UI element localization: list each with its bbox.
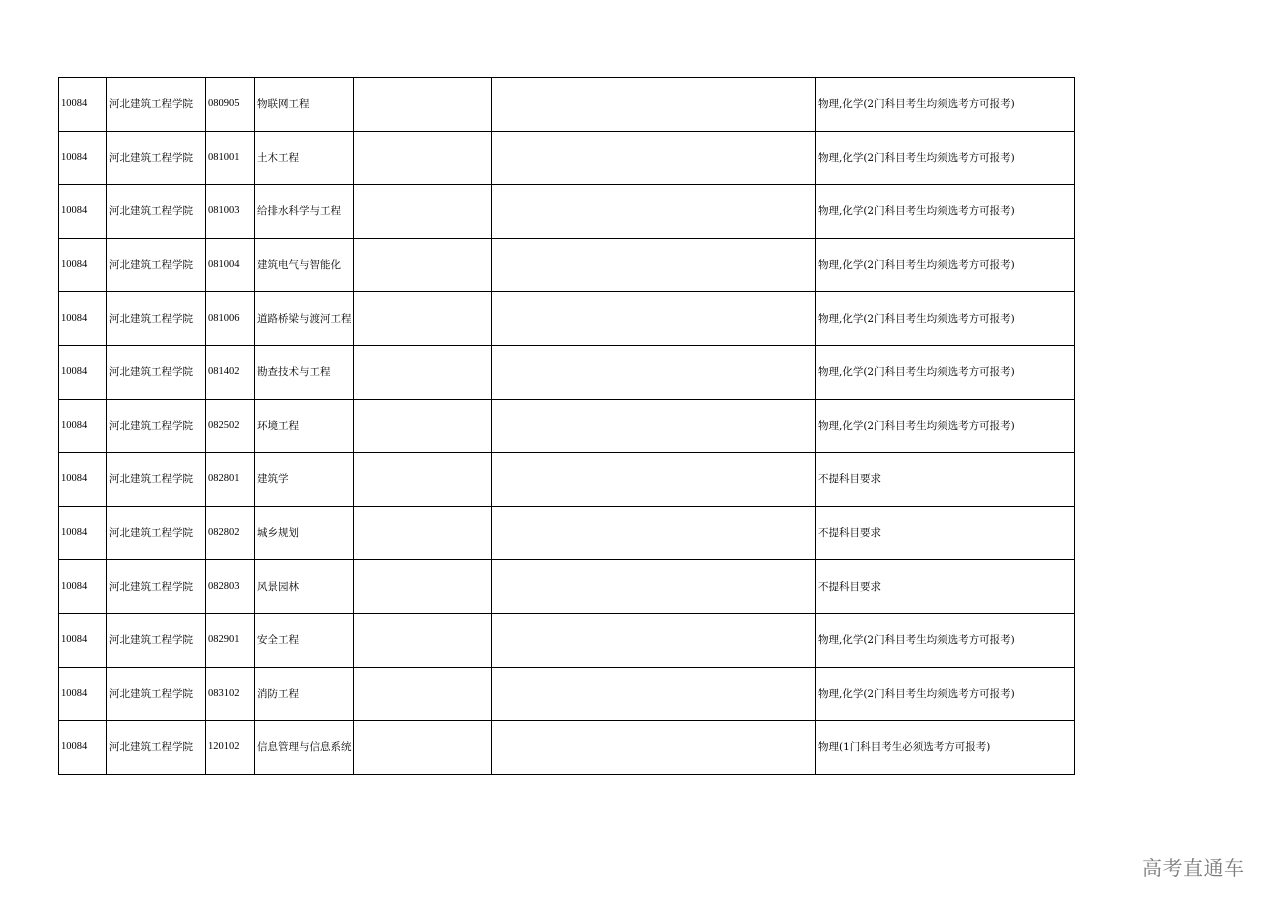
subject-requirement-cell: 物理,化学(2门科目考生均须选考方可报考) [816,667,1075,721]
major-name-cell: 勘查技术与工程 [255,345,354,399]
subject-requirement-cell: 物理,化学(2门科目考生均须选考方可报考) [816,613,1075,667]
major-name-cell: 给排水科学与工程 [255,185,354,239]
school-code-cell: 10084 [59,238,107,292]
major-code-cell: 080905 [206,78,255,132]
subject-requirement-cell: 物理,化学(2门科目考生均须选考方可报考) [816,185,1075,239]
table-row [59,78,1075,132]
empty-cell [492,721,816,775]
major-name-cell: 环境工程 [255,399,354,453]
major-name-cell: 建筑电气与智能化 [255,238,354,292]
empty-cell [354,238,492,292]
subject-requirement-cell: 物理,化学(2门科目考生均须选考方可报考) [816,238,1075,292]
school-name-cell: 河北建筑工程学院 [107,238,206,292]
empty-cell [492,613,816,667]
subject-requirements-table [58,77,1075,775]
subject-requirement-cell: 物理(1门科目考生必须选考方可报考) [816,721,1075,775]
watermark-logo-text: 高考直通车 [1142,856,1245,880]
major-code-cell: 082802 [206,506,255,560]
table-body [59,78,1075,775]
table-row [59,560,1075,614]
school-name-cell: 河北建筑工程学院 [107,560,206,614]
school-code-cell: 10084 [59,399,107,453]
school-code-cell: 10084 [59,613,107,667]
empty-cell [354,185,492,239]
subject-requirement-cell: 物理,化学(2门科目考生均须选考方可报考) [816,131,1075,185]
empty-cell [492,399,816,453]
table-row [59,613,1075,667]
empty-cell [492,78,816,132]
school-code-cell: 10084 [59,560,107,614]
school-code-cell: 10084 [59,131,107,185]
major-code-cell: 082502 [206,399,255,453]
major-code-cell: 081003 [206,185,255,239]
subject-requirement-cell: 物理,化学(2门科目考生均须选考方可报考) [816,399,1075,453]
major-name-cell: 物联网工程 [255,78,354,132]
school-name-cell: 河北建筑工程学院 [107,506,206,560]
table-row [59,399,1075,453]
school-name-cell: 河北建筑工程学院 [107,131,206,185]
school-name-cell: 河北建筑工程学院 [107,78,206,132]
empty-cell [354,399,492,453]
major-code-cell: 082803 [206,560,255,614]
table-row [59,453,1075,507]
school-code-cell: 10084 [59,78,107,132]
school-code-cell: 10084 [59,185,107,239]
empty-cell [354,131,492,185]
school-name-cell: 河北建筑工程学院 [107,399,206,453]
table-row [59,667,1075,721]
major-code-cell: 082801 [206,453,255,507]
empty-cell [354,292,492,346]
empty-cell [354,453,492,507]
school-name-cell: 河北建筑工程学院 [107,721,206,775]
school-name-cell: 河北建筑工程学院 [107,613,206,667]
empty-cell [354,613,492,667]
major-name-cell: 道路桥梁与渡河工程 [255,292,354,346]
table-row [59,238,1075,292]
table-row [59,506,1075,560]
school-code-cell: 10084 [59,345,107,399]
subject-requirement-cell: 物理,化学(2门科目考生均须选考方可报考) [816,292,1075,346]
table-row [59,131,1075,185]
school-code-cell: 10084 [59,721,107,775]
empty-cell [492,560,816,614]
school-code-cell: 10084 [59,292,107,346]
empty-cell [492,453,816,507]
subject-requirement-cell: 物理,化学(2门科目考生均须选考方可报考) [816,78,1075,132]
major-code-cell: 081004 [206,238,255,292]
major-code-cell: 120102 [206,721,255,775]
major-code-cell: 081402 [206,345,255,399]
school-name-cell: 河北建筑工程学院 [107,453,206,507]
major-code-cell: 081006 [206,292,255,346]
subject-requirement-cell: 不提科目要求 [816,506,1075,560]
table-row [59,721,1075,775]
empty-cell [492,185,816,239]
school-name-cell: 河北建筑工程学院 [107,185,206,239]
empty-cell [492,667,816,721]
empty-cell [492,131,816,185]
empty-cell [354,506,492,560]
school-code-cell: 10084 [59,453,107,507]
table-row [59,185,1075,239]
major-name-cell: 风景园林 [255,560,354,614]
table-row [59,292,1075,346]
subject-requirement-cell: 不提科目要求 [816,560,1075,614]
subject-requirement-cell: 物理,化学(2门科目考生均须选考方可报考) [816,345,1075,399]
empty-cell [492,345,816,399]
major-name-cell: 消防工程 [255,667,354,721]
major-name-cell: 安全工程 [255,613,354,667]
empty-cell [354,721,492,775]
school-name-cell: 河北建筑工程学院 [107,667,206,721]
empty-cell [354,667,492,721]
major-name-cell: 城乡规划 [255,506,354,560]
empty-cell [492,292,816,346]
empty-cell [492,238,816,292]
major-name-cell: 信息管理与信息系统 [255,721,354,775]
table-row [59,345,1075,399]
major-name-cell: 土木工程 [255,131,354,185]
school-name-cell: 河北建筑工程学院 [107,345,206,399]
empty-cell [492,506,816,560]
school-name-cell: 河北建筑工程学院 [107,292,206,346]
school-code-cell: 10084 [59,667,107,721]
empty-cell [354,345,492,399]
school-code-cell: 10084 [59,506,107,560]
major-code-cell: 082901 [206,613,255,667]
subject-requirement-cell: 不提科目要求 [816,453,1075,507]
major-code-cell: 081001 [206,131,255,185]
major-name-cell: 建筑学 [255,453,354,507]
empty-cell [354,560,492,614]
major-code-cell: 083102 [206,667,255,721]
empty-cell [354,78,492,132]
